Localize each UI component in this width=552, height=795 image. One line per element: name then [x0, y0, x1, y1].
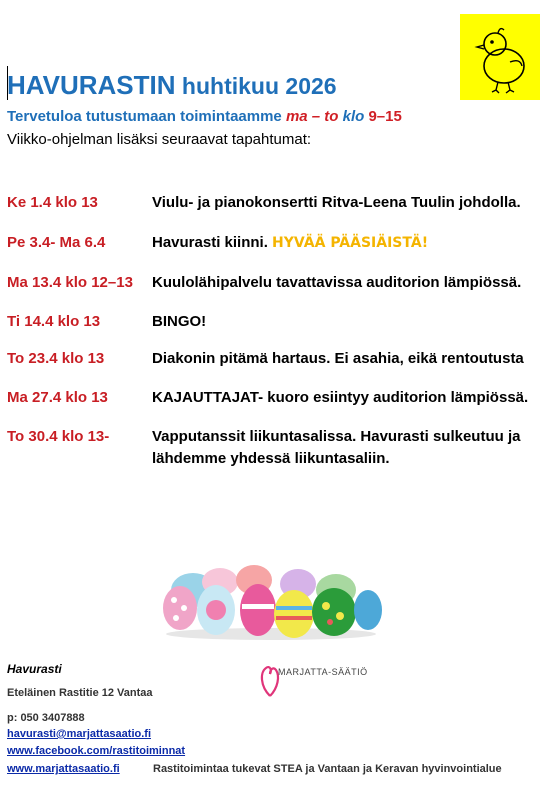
event-date: Ma 13.4 klo 12–13 [7, 274, 133, 291]
event-date: Ke 1.4 klo 13 [7, 194, 98, 211]
easter-greeting: HYVÄÄ PÄÄSIÄISTÄ! [272, 235, 429, 251]
event-date: Ma 27.4 klo 13 [7, 389, 108, 406]
event-description: Diakonin pitämä hartaus. Ei asahia, eikä rentoutusta [152, 350, 524, 367]
website-link[interactable]: www.marjattasaatio.fi [7, 763, 120, 775]
event-description: Havurasti kiinni. HYVÄÄ PÄÄSIÄISTÄ! [152, 234, 429, 251]
footer-name: Havurasti [7, 662, 62, 676]
footer-address: Eteläinen Rastitie 12 Vantaa [7, 687, 153, 699]
event-description: Viulu- ja pianokonsertti Ritva-Leena Tuulin johdolla. [152, 194, 521, 211]
event-description: BINGO! [152, 313, 207, 330]
email-link[interactable]: havurasti@marjattasaatio.fi [7, 728, 151, 740]
chick-icon [460, 14, 540, 100]
foundation-logo-text: MARJATTA-SÄÄTIÖ [278, 667, 368, 677]
heart-logo-icon [258, 660, 282, 700]
facebook-link[interactable]: www.facebook.com/rastitoiminnat [7, 745, 186, 757]
support-text: Rastitoimintaa tukevat STEA ja Vantaan ja Keravan hyvinvointialue [153, 763, 502, 775]
event-date: To 30.4 klo 13- [7, 428, 110, 445]
event-description: KAJAUTTAJAT- kuoro esiintyy auditorion lämpiössä. [152, 389, 529, 406]
welcome-line: Tervetuloa tutustumaan toimintaamme ma – to klo 9–15 [7, 108, 402, 125]
event-date: To 23.4 klo 13 [7, 350, 105, 367]
event-date: Ti 14.4 klo 13 [7, 313, 101, 330]
event-date: Pe 3.4- Ma 6.4 [7, 234, 106, 251]
intro-text: Viikko-ohjelman lisäksi seuraavat tapahtumat: [7, 131, 312, 148]
event-description: Vapputanssit liikuntasalissa. Havurasti sulkeutuu ja lähdemme yhdessä liikuntasaliin. [152, 428, 521, 467]
event-description: Kuulolähipalvelu tavattavissa auditorion lämpiössä. [152, 274, 522, 291]
footer-phone: p: 050 3407888 [7, 712, 85, 724]
page-title: HAVURASTIN huhtikuu 2026 [7, 70, 337, 100]
easter-eggs-image [158, 560, 384, 642]
